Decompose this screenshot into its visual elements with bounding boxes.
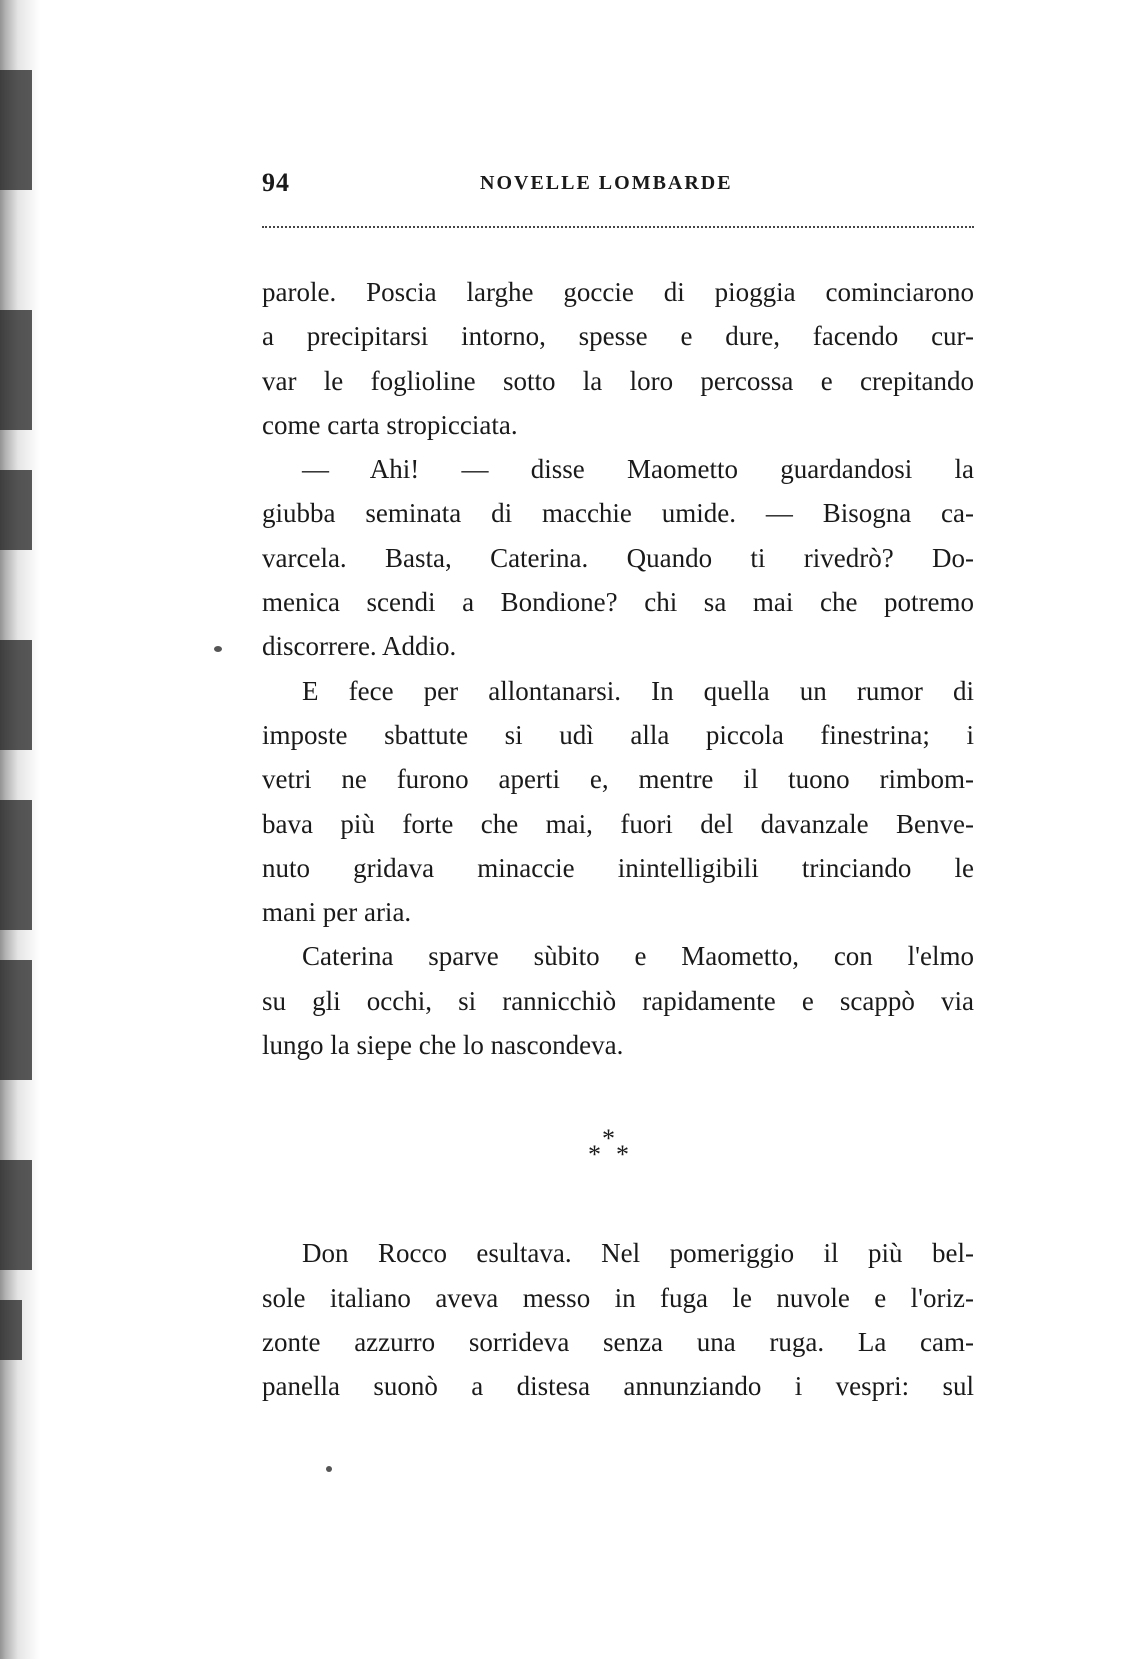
paragraph — [262, 447, 974, 668]
text-line: mani per aria. — [262, 897, 412, 928]
paragraph — [262, 669, 974, 935]
scan-edge-mark — [0, 70, 32, 190]
text-line: var le foglioline sotto la loro percossa e crepitando — [262, 365, 974, 396]
asterism-star: * — [602, 1124, 615, 1154]
paragraph — [262, 1231, 974, 1408]
asterism-star: * — [616, 1140, 629, 1170]
page-number: 94 — [262, 168, 290, 197]
text-line: E fece per allontanarsi. In quella un rumor di — [302, 675, 974, 706]
text-line: varcela. Basta, Caterina. Quando ti rivedrò? Do- — [262, 542, 974, 573]
page-header — [262, 168, 974, 208]
scan-edge-mark — [0, 1300, 22, 1360]
text-line: panella suonò a distesa annunziando i vespri: sul — [262, 1371, 974, 1402]
text-line: nuto gridava minaccie inintelligibili trinciando le — [262, 852, 974, 883]
scan-edge-mark — [0, 640, 32, 750]
text-line: zonte azzurro sorrideva senza una ruga. La cam- — [262, 1326, 974, 1357]
scan-speck — [326, 1466, 332, 1472]
scan-edge-mark — [0, 310, 32, 430]
text-line: come carta stropicciata. — [262, 409, 518, 440]
text-line: Don Rocco esultava. Nel pomeriggio il più bel- — [302, 1238, 974, 1269]
scan-edge-mark — [0, 960, 32, 1080]
header-rule — [262, 226, 974, 228]
asterism-star: * — [588, 1140, 601, 1170]
text-line: discorrere. Addio. — [262, 631, 457, 662]
text-line: parole. Poscia larghe goccie di pioggia cominciarono — [262, 277, 974, 307]
text-line: su gli occhi, si rannicchiò rapidamente e scappò via — [262, 985, 974, 1016]
page-body — [262, 270, 974, 1409]
text-line: — Ahi! — disse Maometto guardandosi la — [302, 454, 974, 485]
scan-edge-mark — [0, 800, 32, 930]
scan-edge-mark — [0, 1160, 32, 1270]
text-line: vetri ne furono aperti e, mentre il tuono rimbom- — [262, 764, 974, 795]
text-line: bava più forte che mai, fuori del davanzale Benve- — [262, 808, 974, 839]
section-asterism — [262, 1117, 974, 1187]
paragraph — [262, 934, 974, 1067]
text-line: a precipitarsi intorno, spesse e dure, facendo cur- — [262, 321, 974, 352]
text-line: lungo la siepe che lo nascondeva. — [262, 1030, 624, 1061]
text-line: sole italiano aveva messo in fuga le nuvole e l'oriz- — [262, 1282, 974, 1313]
text-line: giubba seminata di macchie umide. — Bisogna ca- — [262, 498, 974, 529]
scan-edge-mark — [0, 470, 32, 550]
text-line: Caterina sparve sùbito e Maometto, con l'elmo — [302, 941, 974, 972]
text-line: imposte sbattute si udì alla piccola finestrina; i — [262, 719, 974, 750]
running-title: NOVELLE LOMBARDE — [480, 172, 733, 194]
scan-speck — [214, 646, 222, 652]
text-line: menica scendi a Bondione? chi sa mai che potremo — [262, 587, 974, 618]
paragraph — [262, 270, 974, 447]
